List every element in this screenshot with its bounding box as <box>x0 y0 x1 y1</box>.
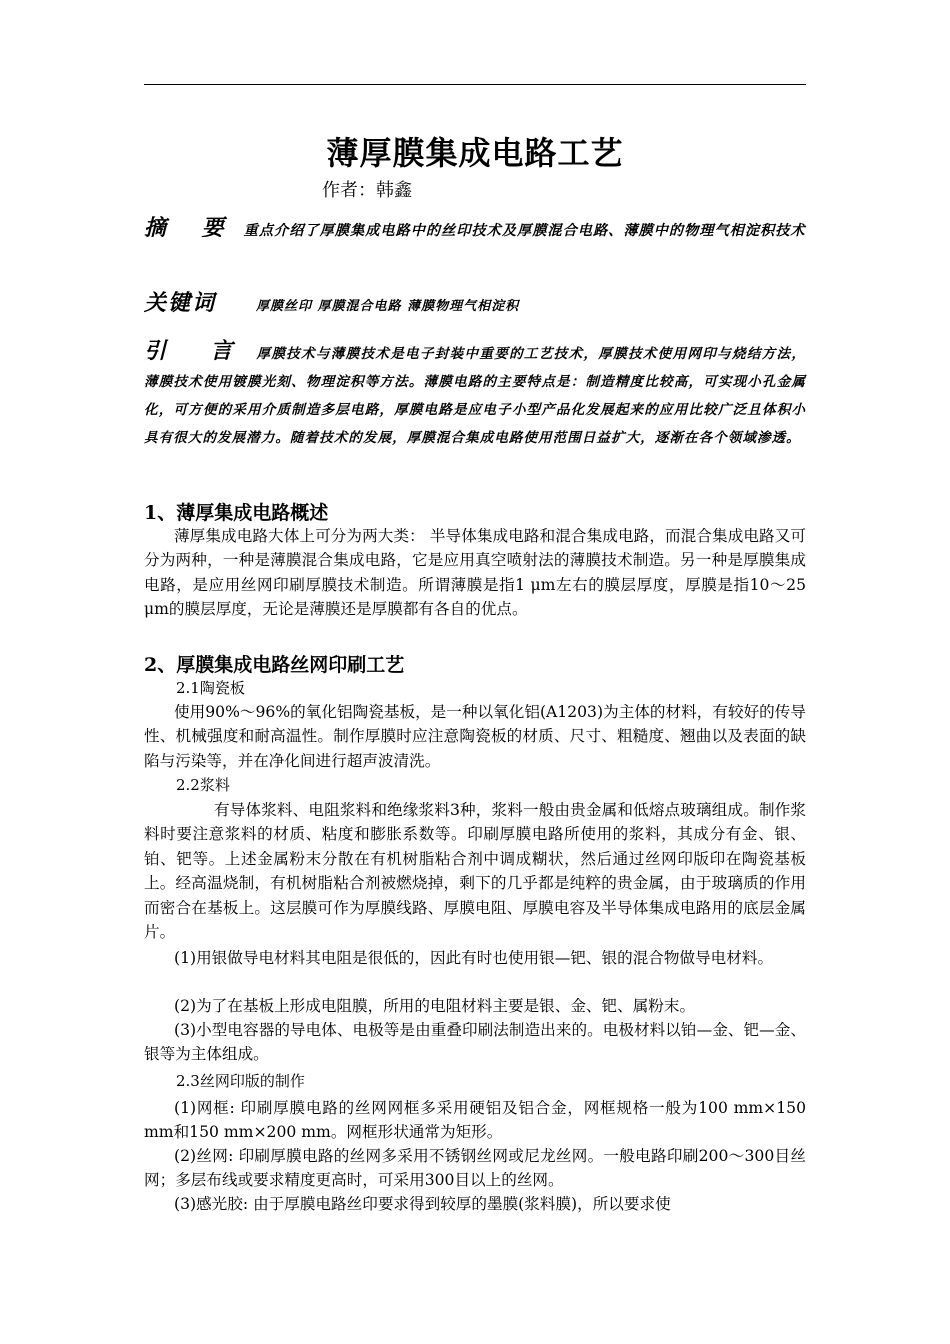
keywords-label: 关键词 <box>144 290 217 316</box>
section2-1-heading: 2.1陶瓷板 <box>176 679 245 697</box>
section2-2-item-2: (2)为了在基板上形成电阻膜，所用的电阻材料主要是银、金、钯、属粉末。 <box>174 997 696 1015</box>
section2-3-item-1: (1)网框: 印刷厚膜电路的丝网网框多采用硬铝及铝合金，网框规格一般为100 mm×150 mm和150 mm×200 mm。网框形状通常为矩形。 <box>144 1099 806 1142</box>
section2-3-item-2: (2)丝网: 印刷厚膜电路的丝网多采用不锈钢丝网或尼龙丝网。一般电路印刷200～300目丝网；多层布线或要求精度更高时，可采用300目以上的丝网。 <box>144 1147 806 1190</box>
section2-heading: 2、厚膜集成电路丝网印刷工艺 <box>144 654 405 676</box>
header-rule <box>144 84 806 85</box>
abstract-label: 摘 要 <box>144 215 238 241</box>
section2-2-heading: 2.2浆料 <box>176 776 230 794</box>
section2-2-item-3: (3)小型电容器的导电体、电极等是由重叠印刷法制造出来的。电极材料以铂—金、钯—金、银等为主体组成。 <box>144 1021 806 1064</box>
keywords-text: 厚膜丝印 厚膜混合电路 薄膜物理气相淀积 <box>256 299 520 314</box>
author-line: 作者：韩鑫 <box>322 180 412 201</box>
intro-label: 引 言 <box>144 338 251 364</box>
section2-1-text: 使用90%～96%的氧化铝陶瓷基板，是一种以氧化铝(A1203)为主体的材料，有较好的传导性、机械强度和耐高温性。制作厚膜时应注意陶瓷板的材质、尺寸、粗糙度、翘曲以及表面的缺陷与污染等，并在净化间进行超声波清洗。 <box>144 703 806 770</box>
intro-text: 厚膜技术与薄膜技术是电子封装中重要的工艺技术，厚膜技术使用网印与烧结方法，薄膜技术使用镀膜光刻、物理淀积等方法。薄膜电路的主要特点是：制造精度比较高，可实现小孔金属化，可方便的采用介质制造多层电路，厚膜电路是应电子小型产品化发展起来的应用比较广泛且体积小具有很大的发展潜力。随着技术的发展，厚膜混合集成电路使用范围日益扩大，逐渐在各个领域渗透。 <box>144 346 806 446</box>
section2-3-item-3: (3)感光胶: 由于厚膜电路丝印要求得到较厚的墨膜(浆料膜)，所以要求使 <box>174 1195 671 1213</box>
section2-3-heading: 2.3丝网印版的制作 <box>176 1072 305 1090</box>
section1-heading: 1、薄厚集成电路概述 <box>144 502 329 524</box>
abstract-text: 重点介绍了厚膜集成电路中的丝印技术及厚膜混合电路、薄膜中的物理气相淀积技术 <box>243 223 806 239</box>
section2-2-text: 有导体浆料、电阻浆料和绝缘浆料3种，浆料一般由贵金属和低熔点玻璃组成。制作浆料时要注意浆料的材质、粘度和膨胀系数等。印刷厚膜电路所使用的浆料，其成分有金、银、铂、钯等。上述金属粉末分散在有机树脂粘合剂中调成糊状，然后通过丝网印版印在陶瓷基板上。经高温烧制，有机树脂粘合剂被燃烧掉，剩下的几乎都是纯粹的贵金属，由于玻璃质的作用而密合在基板上。这层膜可作为厚膜线路、厚膜电阻、厚膜电容及半导体集成电路用的底层金属片。 <box>144 801 806 942</box>
section2-2-item-1: (1)用银做导电材料其电阻是很低的，因此有时也使用银—钯、银的混合物做导电材料。 <box>174 949 774 967</box>
document-title: 薄厚膜集成电路工艺 <box>326 134 624 172</box>
abstract-paragraph <box>144 212 806 247</box>
section1-text: 薄厚集成电路大体上可分为两大类： 半导体集成电路和混合集成电路，而混合集成电路又可分为两种，一种是薄膜混合集成电路，它是应用真空喷射法的薄膜技术制造。另一种是厚膜集成电路，是应用丝网印刷厚膜技术制造。所谓薄膜是指1 μm左右的膜层厚度，厚膜是指10～25 μm的膜层厚度，无论是薄膜还是厚膜都有各自的优点。 <box>144 527 806 619</box>
keywords-paragraph <box>144 288 806 322</box>
intro-paragraph <box>144 338 806 452</box>
